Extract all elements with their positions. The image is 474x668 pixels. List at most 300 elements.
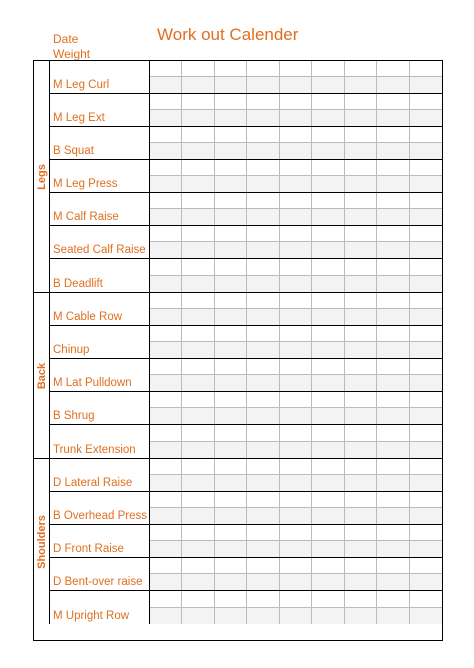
date-entry[interactable] xyxy=(312,359,343,375)
entry-cell[interactable] xyxy=(247,425,279,458)
weight-entry[interactable] xyxy=(410,408,442,424)
entry-cell[interactable] xyxy=(182,492,214,524)
weight-entry[interactable] xyxy=(215,574,246,590)
weight-entry[interactable] xyxy=(345,77,376,93)
date-entry[interactable] xyxy=(410,226,442,242)
weight-entry[interactable] xyxy=(150,209,181,225)
date-entry[interactable] xyxy=(410,525,442,541)
weight-entry[interactable] xyxy=(312,574,343,590)
date-entry[interactable] xyxy=(182,558,213,574)
date-entry[interactable] xyxy=(410,61,442,77)
weight-entry[interactable] xyxy=(215,209,246,225)
date-entry[interactable] xyxy=(247,558,278,574)
entry-cell[interactable] xyxy=(247,193,279,225)
date-entry[interactable] xyxy=(280,459,311,475)
weight-entry[interactable] xyxy=(377,342,408,358)
entry-cell[interactable] xyxy=(345,61,377,93)
date-entry[interactable] xyxy=(345,326,376,342)
entry-cell[interactable] xyxy=(410,94,442,126)
entry-cell[interactable] xyxy=(312,127,344,159)
weight-entry[interactable] xyxy=(345,541,376,557)
entry-cell[interactable] xyxy=(215,293,247,325)
weight-entry[interactable] xyxy=(410,77,442,93)
date-entry[interactable] xyxy=(150,61,181,77)
weight-entry[interactable] xyxy=(345,608,376,625)
entry-cell[interactable] xyxy=(247,61,279,93)
weight-entry[interactable] xyxy=(280,209,311,225)
weight-entry[interactable] xyxy=(377,574,408,590)
entry-cell[interactable] xyxy=(280,127,312,159)
weight-entry[interactable] xyxy=(280,475,311,491)
entry-cell[interactable] xyxy=(410,492,442,524)
entry-cell[interactable] xyxy=(182,425,214,458)
date-entry[interactable] xyxy=(182,293,213,309)
weight-entry[interactable] xyxy=(312,508,343,524)
weight-entry[interactable] xyxy=(280,541,311,557)
weight-entry[interactable] xyxy=(182,608,213,625)
weight-entry[interactable] xyxy=(410,110,442,126)
date-entry[interactable] xyxy=(377,293,408,309)
entry-cell[interactable] xyxy=(280,326,312,358)
entry-cell[interactable] xyxy=(410,127,442,159)
weight-entry[interactable] xyxy=(377,309,408,325)
entry-cell[interactable] xyxy=(247,160,279,192)
entry-cell[interactable] xyxy=(280,160,312,192)
entry-cell[interactable] xyxy=(377,160,409,192)
entry-cell[interactable] xyxy=(215,61,247,93)
date-entry[interactable] xyxy=(280,127,311,143)
weight-entry[interactable] xyxy=(150,541,181,557)
entry-cell[interactable] xyxy=(182,459,214,491)
weight-entry[interactable] xyxy=(182,309,213,325)
weight-entry[interactable] xyxy=(182,176,213,192)
entry-cell[interactable] xyxy=(150,94,182,126)
date-entry[interactable] xyxy=(410,392,442,408)
date-entry[interactable] xyxy=(377,61,408,77)
weight-entry[interactable] xyxy=(280,375,311,391)
entry-cell[interactable] xyxy=(182,226,214,258)
weight-entry[interactable] xyxy=(280,608,311,625)
weight-entry[interactable] xyxy=(312,442,343,459)
date-entry[interactable] xyxy=(377,259,408,276)
weight-entry[interactable] xyxy=(280,342,311,358)
entry-cell[interactable] xyxy=(312,359,344,391)
date-entry[interactable] xyxy=(182,259,213,276)
entry-cell[interactable] xyxy=(150,359,182,391)
weight-entry[interactable] xyxy=(410,209,442,225)
date-entry[interactable] xyxy=(182,525,213,541)
date-entry[interactable] xyxy=(182,94,213,110)
entry-cell[interactable] xyxy=(280,591,312,624)
weight-entry[interactable] xyxy=(312,77,343,93)
date-entry[interactable] xyxy=(345,127,376,143)
date-entry[interactable] xyxy=(280,259,311,276)
entry-cell[interactable] xyxy=(345,259,377,292)
weight-entry[interactable] xyxy=(410,242,442,258)
entry-cell[interactable] xyxy=(377,425,409,458)
date-entry[interactable] xyxy=(215,61,246,77)
weight-entry[interactable] xyxy=(182,442,213,459)
weight-entry[interactable] xyxy=(182,110,213,126)
entry-cell[interactable] xyxy=(150,193,182,225)
entry-cell[interactable] xyxy=(215,94,247,126)
weight-entry[interactable] xyxy=(247,77,278,93)
entry-cell[interactable] xyxy=(182,326,214,358)
date-entry[interactable] xyxy=(182,459,213,475)
date-entry[interactable] xyxy=(182,127,213,143)
entry-cell[interactable] xyxy=(345,392,377,424)
date-entry[interactable] xyxy=(280,392,311,408)
date-entry[interactable] xyxy=(280,94,311,110)
entry-cell[interactable] xyxy=(312,326,344,358)
weight-entry[interactable] xyxy=(410,475,442,491)
entry-cell[interactable] xyxy=(150,160,182,192)
weight-entry[interactable] xyxy=(182,541,213,557)
weight-entry[interactable] xyxy=(280,574,311,590)
weight-entry[interactable] xyxy=(312,242,343,258)
entry-cell[interactable] xyxy=(312,226,344,258)
date-entry[interactable] xyxy=(312,293,343,309)
entry-cell[interactable] xyxy=(280,425,312,458)
date-entry[interactable] xyxy=(247,226,278,242)
entry-cell[interactable] xyxy=(150,326,182,358)
date-entry[interactable] xyxy=(410,591,442,608)
entry-cell[interactable] xyxy=(182,591,214,624)
entry-cell[interactable] xyxy=(150,259,182,292)
entry-cell[interactable] xyxy=(215,326,247,358)
weight-entry[interactable] xyxy=(150,442,181,459)
weight-entry[interactable] xyxy=(345,110,376,126)
date-entry[interactable] xyxy=(150,525,181,541)
weight-entry[interactable] xyxy=(410,143,442,159)
entry-cell[interactable] xyxy=(345,293,377,325)
date-entry[interactable] xyxy=(345,293,376,309)
date-entry[interactable] xyxy=(182,326,213,342)
weight-entry[interactable] xyxy=(280,242,311,258)
date-entry[interactable] xyxy=(377,425,408,442)
weight-entry[interactable] xyxy=(215,541,246,557)
weight-entry[interactable] xyxy=(215,342,246,358)
entry-cell[interactable] xyxy=(280,293,312,325)
weight-entry[interactable] xyxy=(345,242,376,258)
date-entry[interactable] xyxy=(312,127,343,143)
date-entry[interactable] xyxy=(377,392,408,408)
date-entry[interactable] xyxy=(410,492,442,508)
date-entry[interactable] xyxy=(215,525,246,541)
entry-cell[interactable] xyxy=(182,359,214,391)
date-entry[interactable] xyxy=(215,293,246,309)
entry-cell[interactable] xyxy=(215,359,247,391)
entry-cell[interactable] xyxy=(247,259,279,292)
weight-entry[interactable] xyxy=(150,276,181,293)
date-entry[interactable] xyxy=(345,492,376,508)
entry-cell[interactable] xyxy=(377,359,409,391)
weight-entry[interactable] xyxy=(345,309,376,325)
weight-entry[interactable] xyxy=(150,176,181,192)
date-entry[interactable] xyxy=(280,425,311,442)
entry-cell[interactable] xyxy=(182,193,214,225)
date-entry[interactable] xyxy=(410,160,442,176)
entry-cell[interactable] xyxy=(182,61,214,93)
weight-entry[interactable] xyxy=(150,608,181,625)
date-entry[interactable] xyxy=(312,525,343,541)
entry-cell[interactable] xyxy=(345,160,377,192)
weight-entry[interactable] xyxy=(410,574,442,590)
weight-entry[interactable] xyxy=(280,508,311,524)
date-entry[interactable] xyxy=(312,193,343,209)
entry-cell[interactable] xyxy=(345,359,377,391)
date-entry[interactable] xyxy=(280,492,311,508)
entry-cell[interactable] xyxy=(182,94,214,126)
date-entry[interactable] xyxy=(345,61,376,77)
date-entry[interactable] xyxy=(312,326,343,342)
date-entry[interactable] xyxy=(345,459,376,475)
weight-entry[interactable] xyxy=(312,110,343,126)
entry-cell[interactable] xyxy=(182,127,214,159)
weight-entry[interactable] xyxy=(377,442,408,459)
weight-entry[interactable] xyxy=(247,408,278,424)
date-entry[interactable] xyxy=(377,94,408,110)
entry-cell[interactable] xyxy=(410,293,442,325)
weight-entry[interactable] xyxy=(215,77,246,93)
entry-cell[interactable] xyxy=(215,127,247,159)
date-entry[interactable] xyxy=(247,591,278,608)
weight-entry[interactable] xyxy=(410,176,442,192)
entry-cell[interactable] xyxy=(312,525,344,557)
weight-entry[interactable] xyxy=(345,508,376,524)
weight-entry[interactable] xyxy=(215,276,246,293)
weight-entry[interactable] xyxy=(377,276,408,293)
date-entry[interactable] xyxy=(377,492,408,508)
date-entry[interactable] xyxy=(247,293,278,309)
date-entry[interactable] xyxy=(345,425,376,442)
weight-entry[interactable] xyxy=(182,574,213,590)
weight-entry[interactable] xyxy=(280,309,311,325)
weight-entry[interactable] xyxy=(182,475,213,491)
date-entry[interactable] xyxy=(215,259,246,276)
date-entry[interactable] xyxy=(280,193,311,209)
weight-entry[interactable] xyxy=(247,309,278,325)
entry-cell[interactable] xyxy=(377,259,409,292)
entry-cell[interactable] xyxy=(150,392,182,424)
entry-cell[interactable] xyxy=(345,193,377,225)
weight-entry[interactable] xyxy=(182,77,213,93)
entry-cell[interactable] xyxy=(377,61,409,93)
date-entry[interactable] xyxy=(312,591,343,608)
date-entry[interactable] xyxy=(410,558,442,574)
entry-cell[interactable] xyxy=(377,326,409,358)
date-entry[interactable] xyxy=(215,94,246,110)
entry-cell[interactable] xyxy=(247,525,279,557)
weight-entry[interactable] xyxy=(345,276,376,293)
entry-cell[interactable] xyxy=(215,591,247,624)
date-entry[interactable] xyxy=(247,525,278,541)
weight-entry[interactable] xyxy=(150,408,181,424)
weight-entry[interactable] xyxy=(377,508,408,524)
entry-cell[interactable] xyxy=(312,459,344,491)
entry-cell[interactable] xyxy=(215,392,247,424)
weight-entry[interactable] xyxy=(247,574,278,590)
weight-entry[interactable] xyxy=(410,608,442,625)
entry-cell[interactable] xyxy=(215,459,247,491)
date-entry[interactable] xyxy=(280,293,311,309)
date-entry[interactable] xyxy=(182,392,213,408)
date-entry[interactable] xyxy=(247,61,278,77)
date-entry[interactable] xyxy=(182,591,213,608)
date-entry[interactable] xyxy=(345,94,376,110)
entry-cell[interactable] xyxy=(280,359,312,391)
weight-entry[interactable] xyxy=(410,309,442,325)
entry-cell[interactable] xyxy=(280,61,312,93)
entry-cell[interactable] xyxy=(377,558,409,590)
weight-entry[interactable] xyxy=(150,475,181,491)
date-entry[interactable] xyxy=(182,193,213,209)
entry-cell[interactable] xyxy=(312,61,344,93)
entry-cell[interactable] xyxy=(312,94,344,126)
entry-cell[interactable] xyxy=(215,259,247,292)
weight-entry[interactable] xyxy=(150,375,181,391)
weight-entry[interactable] xyxy=(150,342,181,358)
weight-entry[interactable] xyxy=(312,276,343,293)
date-entry[interactable] xyxy=(150,193,181,209)
weight-entry[interactable] xyxy=(150,143,181,159)
weight-entry[interactable] xyxy=(312,408,343,424)
date-entry[interactable] xyxy=(280,226,311,242)
date-entry[interactable] xyxy=(377,160,408,176)
weight-entry[interactable] xyxy=(345,209,376,225)
weight-entry[interactable] xyxy=(345,442,376,459)
date-entry[interactable] xyxy=(247,492,278,508)
date-entry[interactable] xyxy=(150,459,181,475)
date-entry[interactable] xyxy=(280,326,311,342)
date-entry[interactable] xyxy=(182,425,213,442)
weight-entry[interactable] xyxy=(182,508,213,524)
entry-cell[interactable] xyxy=(377,94,409,126)
date-entry[interactable] xyxy=(410,425,442,442)
date-entry[interactable] xyxy=(377,591,408,608)
entry-cell[interactable] xyxy=(312,558,344,590)
weight-entry[interactable] xyxy=(345,574,376,590)
weight-entry[interactable] xyxy=(215,242,246,258)
entry-cell[interactable] xyxy=(345,127,377,159)
weight-entry[interactable] xyxy=(410,541,442,557)
weight-entry[interactable] xyxy=(377,110,408,126)
weight-entry[interactable] xyxy=(377,242,408,258)
date-entry[interactable] xyxy=(215,359,246,375)
date-entry[interactable] xyxy=(182,492,213,508)
date-entry[interactable] xyxy=(410,459,442,475)
entry-cell[interactable] xyxy=(345,459,377,491)
date-entry[interactable] xyxy=(215,326,246,342)
entry-cell[interactable] xyxy=(410,525,442,557)
date-entry[interactable] xyxy=(280,525,311,541)
entry-cell[interactable] xyxy=(345,326,377,358)
entry-cell[interactable] xyxy=(377,293,409,325)
weight-entry[interactable] xyxy=(410,442,442,459)
entry-cell[interactable] xyxy=(280,459,312,491)
weight-entry[interactable] xyxy=(345,375,376,391)
date-entry[interactable] xyxy=(182,160,213,176)
weight-entry[interactable] xyxy=(280,276,311,293)
entry-cell[interactable] xyxy=(312,591,344,624)
weight-entry[interactable] xyxy=(215,143,246,159)
date-entry[interactable] xyxy=(345,359,376,375)
entry-cell[interactable] xyxy=(377,492,409,524)
date-entry[interactable] xyxy=(215,160,246,176)
weight-entry[interactable] xyxy=(280,408,311,424)
entry-cell[interactable] xyxy=(247,127,279,159)
weight-entry[interactable] xyxy=(150,242,181,258)
weight-entry[interactable] xyxy=(150,77,181,93)
date-entry[interactable] xyxy=(150,94,181,110)
date-entry[interactable] xyxy=(410,127,442,143)
entry-cell[interactable] xyxy=(312,193,344,225)
entry-cell[interactable] xyxy=(377,193,409,225)
date-entry[interactable] xyxy=(215,193,246,209)
entry-cell[interactable] xyxy=(150,558,182,590)
weight-entry[interactable] xyxy=(215,442,246,459)
date-entry[interactable] xyxy=(345,226,376,242)
entry-cell[interactable] xyxy=(410,160,442,192)
date-entry[interactable] xyxy=(377,459,408,475)
entry-cell[interactable] xyxy=(182,558,214,590)
weight-entry[interactable] xyxy=(345,342,376,358)
date-entry[interactable] xyxy=(150,591,181,608)
date-entry[interactable] xyxy=(345,558,376,574)
date-entry[interactable] xyxy=(247,127,278,143)
weight-entry[interactable] xyxy=(150,309,181,325)
weight-entry[interactable] xyxy=(182,143,213,159)
entry-cell[interactable] xyxy=(182,259,214,292)
weight-entry[interactable] xyxy=(182,375,213,391)
date-entry[interactable] xyxy=(345,259,376,276)
entry-cell[interactable] xyxy=(247,459,279,491)
entry-cell[interactable] xyxy=(410,392,442,424)
weight-entry[interactable] xyxy=(280,110,311,126)
weight-entry[interactable] xyxy=(377,77,408,93)
date-entry[interactable] xyxy=(247,392,278,408)
entry-cell[interactable] xyxy=(182,160,214,192)
date-entry[interactable] xyxy=(150,160,181,176)
weight-entry[interactable] xyxy=(312,342,343,358)
date-entry[interactable] xyxy=(182,359,213,375)
entry-cell[interactable] xyxy=(410,558,442,590)
entry-cell[interactable] xyxy=(247,558,279,590)
date-entry[interactable] xyxy=(215,591,246,608)
weight-entry[interactable] xyxy=(312,209,343,225)
date-entry[interactable] xyxy=(312,459,343,475)
weight-entry[interactable] xyxy=(247,541,278,557)
date-entry[interactable] xyxy=(312,392,343,408)
entry-cell[interactable] xyxy=(150,127,182,159)
weight-entry[interactable] xyxy=(247,276,278,293)
weight-entry[interactable] xyxy=(247,475,278,491)
entry-cell[interactable] xyxy=(247,293,279,325)
weight-entry[interactable] xyxy=(280,77,311,93)
date-entry[interactable] xyxy=(312,61,343,77)
entry-cell[interactable] xyxy=(150,61,182,93)
date-entry[interactable] xyxy=(247,193,278,209)
weight-entry[interactable] xyxy=(377,209,408,225)
weight-entry[interactable] xyxy=(377,475,408,491)
date-entry[interactable] xyxy=(410,293,442,309)
entry-cell[interactable] xyxy=(150,459,182,491)
entry-cell[interactable] xyxy=(280,226,312,258)
entry-cell[interactable] xyxy=(312,392,344,424)
date-entry[interactable] xyxy=(215,492,246,508)
weight-entry[interactable] xyxy=(312,608,343,625)
entry-cell[interactable] xyxy=(215,160,247,192)
